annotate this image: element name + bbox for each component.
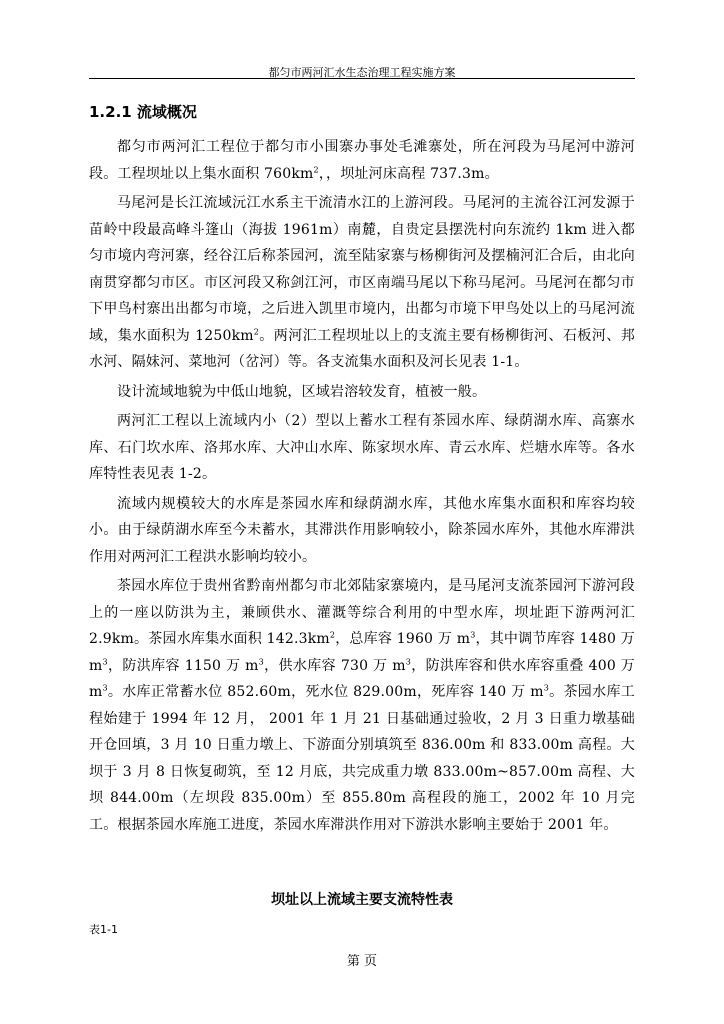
paragraph: 两河汇工程以上流域内小（2）型以上蓄水工程有茶园水库、绿荫湖水库、高寨水库、石门坎水库、洛邦水库、大冲山水库、陈家坝水库、青云水库、烂塘水库等。各水库特性表见表 1-2。 bbox=[89, 413, 635, 482]
body-text bbox=[89, 134, 635, 841]
running-header: 都匀市两河汇水生态治理工程实施方案 bbox=[268, 66, 456, 79]
table-caption: 坝址以上流域主要支流特性表 bbox=[271, 892, 453, 908]
paragraph: 流域内规模较大的水库是茶园水库和绿荫湖水库，其他水库集水面积和库容均较小。由于绿荫湖水库至今未蓄水，其滞洪作用影响较小，除茶园水库外，其他水库滞洪作用对两河汇工程洪水影响均较小。 bbox=[89, 495, 635, 565]
section-heading: 1.2.1 流域概况 bbox=[89, 103, 197, 121]
paragraph: 马尾河是长江流域沅江水系主干流清水江的上游河段。马尾河的主流谷江河发源于苗岭中段最高峰斗篷山（海拔 1961m）南麓，自贵定县摆洗村向东流约 1km 进入都匀市境内弯河寨，经谷江后称茶园河，流至陆家寨与杨柳街河及摆楠河汇合后，由北向南贯穿都匀市区。市区河段又称剑江河，市区南端马尾以下称马尾河。马尾河在都匀市下甲鸟村寨出出都匀市境，之后进入凯里市境内，出都匀市境下甲鸟处以上的马尾河流域，集水面积为 $1250km^2$。两河汇工程坝址以上的支流主要有杨柳街河、石板河、邦水河、隔妹河、菜地河（岔河）等。各支流集水面积及河长见表 1-1。 bbox=[89, 195, 636, 370]
header-divider bbox=[89, 78, 635, 79]
page-number: 第 页 bbox=[346, 954, 378, 969]
paragraph: 设计流域地貌为中低山地貌，区域岩溶较发育，植被一般。 bbox=[117, 383, 487, 400]
table-label: 表1-1 bbox=[89, 923, 118, 936]
paragraph: 茶园水库位于贵州省黔南州都匀市北郊陆家寨境内，是马尾河支流茶园河下游河段上的一座以防洪为主，兼顾供水、灌溉等综合利用的中型水库，坝址距下游两河汇 2.9km。茶园水库集水面积 $142.3km^2$，总库容 1960 万 $m^3$，其中调节库容 1480 万 $m^3$，防洪库容 1150 万 $m^3$，供水库容 730 万 $m^3$，防洪库容和供水库容重叠 400 万 $m^3$。水库正常蓄水位 852.60m，死水位 829.00m，死库容 140 万 $m^3$。茶园水库工程始建于 1994 年 12 月， 2001 年 1 月 21 日基础通过验收，2 月 3 日重力墩基础开仓回填，3 月 10 日重力墩上、下游面分别填筑至 836.00m 和 833.00m 高程。大坝于 3 月 8 日恢复砌筑，至 12 月底，共完成重力墩 833.00m~857.00m 高程、大坝 844.00m（左坝段 835.00m）至 855.80m 高程段的施工，2002 年 10 月完工。根据茶园水库施工进度，茶园水库滞洪作用对下游洪水影响主要始于 2001 年。 bbox=[89, 578, 636, 833]
paragraph: 都匀市两河汇工程位于都匀市小围寨办事处毛滩寨处，所在河段为马尾河中游河段。工程坝址以上集水面积 $760km^2$，，坝址河床高程 737.3m。 bbox=[89, 139, 635, 182]
